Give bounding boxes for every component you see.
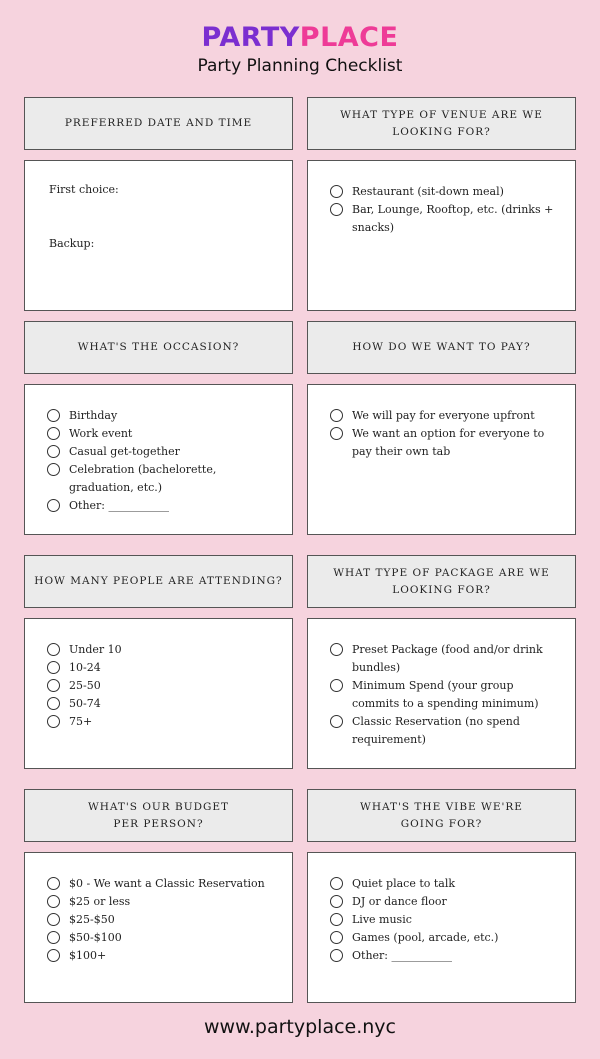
option-item[interactable]: [47, 461, 278, 497]
option-item[interactable]: [330, 183, 561, 201]
section-body-date-time: [24, 160, 293, 311]
option-item[interactable]: [330, 713, 561, 749]
option-item[interactable]: [330, 425, 561, 461]
option-list: [330, 875, 561, 965]
option-item[interactable]: [330, 677, 561, 713]
option-label: Preset Package (food and/or drink bundles): [352, 643, 543, 674]
section-body-budget: [24, 852, 293, 1003]
brand-logo-part2: PLACE: [299, 22, 399, 53]
option-item[interactable]: [47, 929, 278, 947]
radio-circle-icon[interactable]: [47, 697, 60, 710]
radio-circle-icon[interactable]: [47, 409, 60, 422]
radio-circle-icon[interactable]: [330, 931, 343, 944]
brand-logo-part1: PARTY: [201, 22, 300, 53]
option-label: Celebration (bachelorette, graduation, etc.): [69, 463, 217, 494]
option-label: $100+: [69, 949, 107, 962]
option-item[interactable]: [47, 443, 278, 461]
option-label: Games (pool, arcade, etc.): [352, 931, 499, 944]
radio-circle-icon[interactable]: [47, 643, 60, 656]
option-label: Other: ___________: [69, 499, 169, 512]
radio-circle-icon[interactable]: [47, 931, 60, 944]
radio-circle-icon[interactable]: [330, 409, 343, 422]
option-label: Birthday: [69, 409, 118, 422]
option-list: [47, 407, 278, 515]
option-item[interactable]: [330, 201, 561, 237]
radio-circle-icon[interactable]: [47, 715, 60, 728]
option-item[interactable]: [330, 875, 561, 893]
option-item[interactable]: [47, 641, 278, 659]
radio-circle-icon[interactable]: [47, 445, 60, 458]
option-label: Under 10: [69, 643, 122, 656]
option-item[interactable]: [47, 407, 278, 425]
option-item[interactable]: [330, 407, 561, 425]
radio-circle-icon[interactable]: [330, 185, 343, 198]
option-item[interactable]: [47, 659, 278, 677]
option-label: 75+: [69, 715, 93, 728]
brand-logo: [0, 24, 600, 52]
section-body-venue-type: [307, 160, 576, 311]
option-item[interactable]: [47, 893, 278, 911]
radio-circle-icon[interactable]: [330, 203, 343, 216]
option-label: Classic Reservation (no spend requirement): [352, 715, 520, 746]
section-header-attendance: HOW MANY PEOPLE ARE ATTENDING?: [24, 555, 293, 608]
radio-circle-icon[interactable]: [47, 913, 60, 926]
radio-circle-icon[interactable]: [47, 463, 60, 476]
option-item[interactable]: [47, 911, 278, 929]
radio-circle-icon[interactable]: [330, 715, 343, 728]
radio-circle-icon[interactable]: [330, 679, 343, 692]
radio-circle-icon[interactable]: [330, 427, 343, 440]
option-list: [330, 407, 561, 461]
radio-circle-icon[interactable]: [47, 499, 60, 512]
first-choice-field[interactable]: First choice:: [49, 183, 119, 196]
radio-circle-icon[interactable]: [47, 895, 60, 908]
option-label: $50-$100: [69, 931, 122, 944]
section-body-attendance: [24, 618, 293, 769]
option-label: Minimum Spend (your group commits to a spending minimum): [352, 679, 539, 710]
option-item[interactable]: [47, 695, 278, 713]
option-list: [47, 641, 278, 731]
section-body-vibe: [307, 852, 576, 1003]
option-label: Live music: [352, 913, 412, 926]
option-label: Other: ___________: [352, 949, 452, 962]
option-label: Restaurant (sit-down meal): [352, 185, 504, 198]
section-header-vibe: WHAT'S THE VIBE WE'RE GOING FOR?: [307, 789, 576, 842]
radio-circle-icon[interactable]: [47, 661, 60, 674]
option-label: 10-24: [69, 661, 101, 674]
section-header-date-time: PREFERRED DATE AND TIME: [24, 97, 293, 150]
option-label: $25 or less: [69, 895, 131, 908]
section-header-venue-type: WHAT TYPE OF VENUE ARE WE LOOKING FOR?: [307, 97, 576, 150]
option-label: We will pay for everyone upfront: [352, 409, 535, 422]
option-label: Work event: [69, 427, 133, 440]
option-label: Casual get-together: [69, 445, 180, 458]
section-body-payment: [307, 384, 576, 535]
option-item[interactable]: [330, 893, 561, 911]
option-label: $0 - We want a Classic Reservation: [69, 877, 265, 890]
option-item[interactable]: [47, 497, 278, 515]
backup-field[interactable]: Backup:: [49, 237, 95, 250]
radio-circle-icon[interactable]: [330, 949, 343, 962]
option-label: DJ or dance floor: [352, 895, 447, 908]
radio-circle-icon[interactable]: [330, 877, 343, 890]
option-label: Bar, Lounge, Rooftop, etc. (drinks + snacks): [352, 203, 554, 234]
section-header-payment: HOW DO WE WANT TO PAY?: [307, 321, 576, 374]
option-item[interactable]: [330, 947, 561, 965]
radio-circle-icon[interactable]: [47, 679, 60, 692]
section-header-package-type: WHAT TYPE OF PACKAGE ARE WE LOOKING FOR?: [307, 555, 576, 608]
option-label: $25-$50: [69, 913, 115, 926]
option-label: We want an option for everyone to pay their own tab: [352, 427, 545, 458]
option-label: 50-74: [69, 697, 101, 710]
option-item[interactable]: [47, 947, 278, 965]
radio-circle-icon[interactable]: [330, 913, 343, 926]
radio-circle-icon[interactable]: [47, 949, 60, 962]
section-header-budget: WHAT'S OUR BUDGET PER PERSON?: [24, 789, 293, 842]
option-label: 25-50: [69, 679, 101, 692]
option-item[interactable]: [47, 677, 278, 695]
option-item[interactable]: [47, 425, 278, 443]
footer-url[interactable]: www.partyplace.nyc: [203, 1016, 396, 1038]
option-item[interactable]: [330, 911, 561, 929]
radio-circle-icon[interactable]: [330, 643, 343, 656]
radio-circle-icon[interactable]: [330, 895, 343, 908]
section-body-package-type: [307, 618, 576, 769]
section-header-occasion: WHAT'S THE OCCASION?: [24, 321, 293, 374]
radio-circle-icon[interactable]: [47, 877, 60, 890]
option-item[interactable]: [330, 641, 561, 677]
option-list: [330, 183, 561, 237]
option-item[interactable]: [47, 875, 278, 893]
page-title: Party Planning Checklist: [197, 56, 403, 76]
option-item[interactable]: [330, 929, 561, 947]
option-list: [330, 641, 561, 749]
option-list: [47, 875, 278, 965]
radio-circle-icon[interactable]: [47, 427, 60, 440]
section-body-occasion: [24, 384, 293, 535]
option-item[interactable]: [47, 713, 278, 731]
option-label: Quiet place to talk: [352, 877, 456, 890]
